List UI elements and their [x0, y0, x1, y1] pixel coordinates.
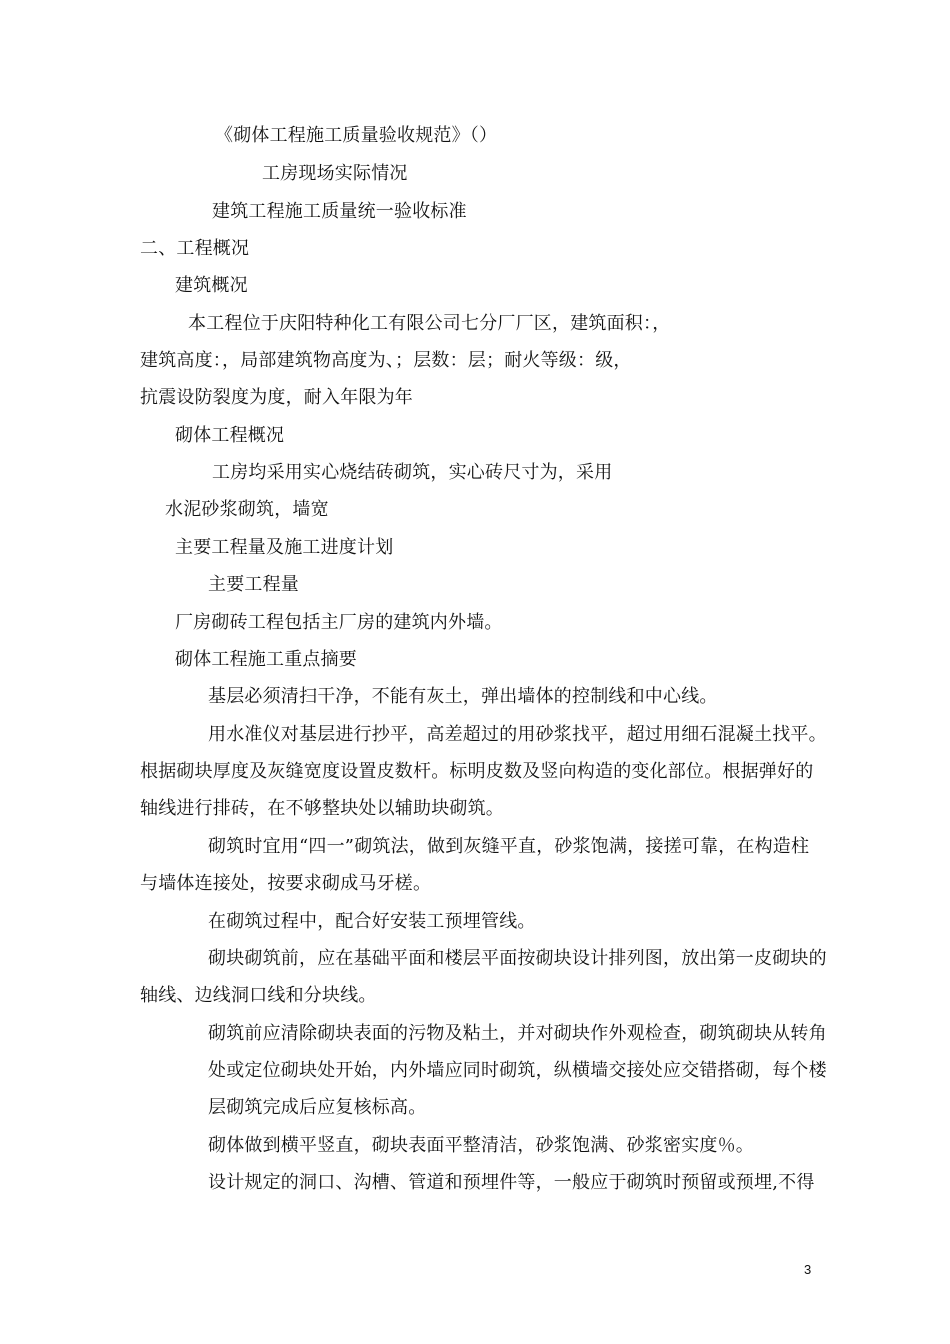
reference-3: 建筑工程施工质量统一验收标准 — [212, 201, 467, 222]
subheading-main-quantities: 主要工程量 — [208, 574, 299, 595]
paragraph-line: 水泥砂浆砌筑，墙宽 — [165, 499, 329, 520]
paragraph-line: 砌筑前应清除砌块表面的污物及粘土，并对砌块作外观检查，砌筑砌块从转角 — [208, 1023, 827, 1044]
paragraph-line: 本工程位于庆阳特种化工有限公司七分厂厂区，建筑面积：， — [188, 313, 671, 334]
page-number: 3 — [804, 1262, 812, 1277]
paragraph-line: 厂房砌砖工程包括主厂房的建筑内外墙。 — [175, 612, 503, 633]
section-heading-2: 二、工程概况 — [140, 238, 250, 259]
paragraph-line: 处或定位砌块处开始，内外墙应同时砌筑，纵横墙交接处应交错搭砌，每个楼 — [208, 1060, 827, 1081]
reference-2: 工房现场实际情况 — [262, 163, 408, 184]
paragraph-line: 与墙体连接处，按要求砌成马牙槎。 — [140, 873, 432, 894]
subheading-key-points: 砌体工程施工重点摘要 — [175, 649, 357, 670]
paragraph-line: 基层必须清扫干净，不能有灰土，弹出墙体的控制线和中心线。 — [208, 686, 718, 707]
subheading-masonry-overview: 砌体工程概况 — [175, 425, 285, 446]
paragraph-line: 轴线、边线洞口线和分块线。 — [140, 985, 377, 1006]
paragraph-line: 砌体做到横平竖直，砌块表面平整清洁，砂浆饱满、砂浆密实度％。 — [208, 1135, 754, 1156]
reference-1: 《砌体工程施工质量验收规范》（） — [215, 125, 498, 146]
subheading-building-overview: 建筑概况 — [175, 275, 248, 296]
paragraph-line: 工房均采用实心烧结砖砌筑，实心砖尺寸为，采用 — [212, 462, 613, 483]
paragraph-line: 根据砌块厚度及灰缝宽度设置皮数杆。标明皮数及竖向构造的变化部位。根据弹好的 — [140, 761, 814, 782]
paragraph-line: 层砌筑完成后应复核标高。 — [208, 1097, 427, 1118]
paragraph-line: 砌块砌筑前，应在基础平面和楼层平面按砌块设计排列图，放出第一皮砌块的 — [208, 948, 827, 969]
paragraph-line: 建筑高度：，局部建筑物高度为、；层数：层；耐火等级：级， — [140, 350, 632, 371]
paragraph-line: 用水准仪对基层进行抄平，高差超过的用砂浆找平，超过用细石混凝土找平。 — [208, 724, 827, 745]
paragraph-line: 轴线进行排砖，在不够整块处以辅助块砌筑。 — [140, 798, 504, 819]
subheading-quantities-schedule: 主要工程量及施工进度计划 — [175, 537, 394, 558]
paragraph-line: 抗震设防裂度为度，耐入年限为年 — [140, 387, 413, 408]
paragraph-line: 在砌筑过程中，配合好安装工预埋管线。 — [208, 911, 536, 932]
paragraph-line: 砌筑时宜用“四一”砌筑法，做到灰缝平直，砂浆饱满，接搓可靠，在构造柱 — [208, 836, 810, 857]
paragraph-line: 设计规定的洞口、沟槽、管道和预埋件等，一般应于砌筑时预留或预埋,不得 — [208, 1172, 815, 1193]
